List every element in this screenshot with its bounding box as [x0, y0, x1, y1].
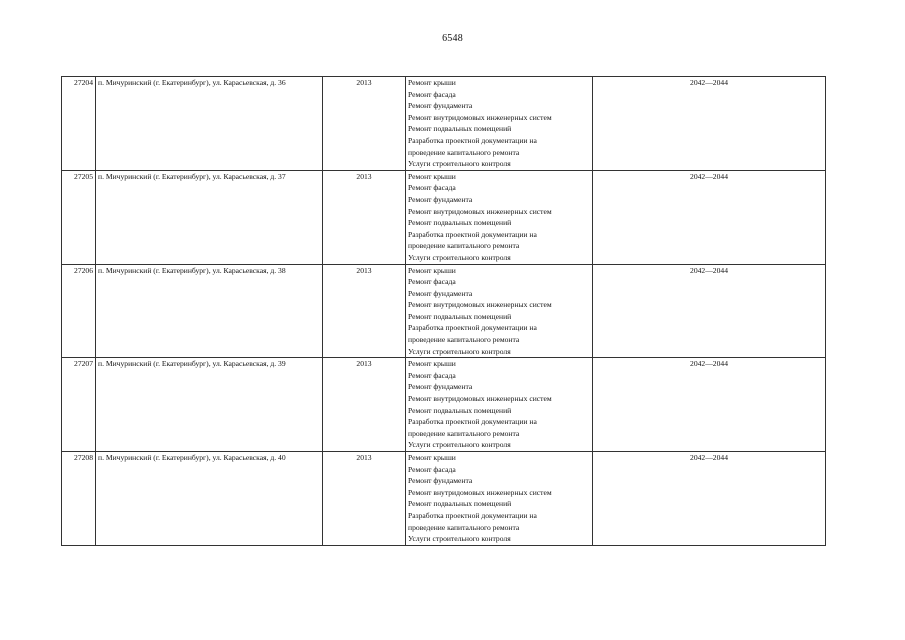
work-item: Ремонт подвальных помещений — [408, 124, 512, 134]
work-item: Ремонт фундамента — [408, 288, 473, 298]
work-item: Ремонт крыши — [408, 359, 456, 369]
work-item: Ремонт крыши — [408, 453, 456, 462]
works-list-cell — [406, 264, 593, 358]
work-item: Ремонт фасада — [408, 277, 456, 287]
work-item: Ремонт фундамента — [408, 476, 473, 486]
work-item: Ремонт подвальных помещений — [408, 499, 512, 509]
capital-repair-table — [61, 76, 826, 546]
repair-period-cell: 2042—2044 — [593, 358, 826, 452]
table-row — [62, 77, 826, 171]
work-item: Ремонт подвальных помещений — [408, 218, 512, 228]
work-item: Ремонт фасада — [408, 183, 456, 193]
table-row — [62, 358, 826, 452]
work-item: Ремонт фундамента — [408, 101, 473, 111]
work-item: Ремонт фасада — [408, 89, 456, 99]
table-row — [62, 452, 826, 546]
work-item: Ремонт крыши — [408, 265, 456, 275]
work-item: Ремонт крыши — [408, 171, 456, 181]
work-item: проведение капитального ремонта — [408, 428, 520, 438]
commissioning-year-cell: 2013 — [323, 452, 406, 546]
work-item: Услуги строительного контроля — [408, 346, 511, 356]
work-item: Ремонт фасада — [408, 370, 456, 380]
work-item: Разработка проектной документации на — [408, 229, 537, 239]
works-list-cell — [406, 358, 593, 452]
work-item: Ремонт внутридомовых инженерных систем — [408, 112, 552, 122]
work-item: проведение капитального ремонта — [408, 335, 520, 345]
address-cell: п. Мичуринский (г. Екатеринбург), ул. Карасьевская, д. 39 — [96, 358, 323, 452]
building-id-cell: 27205 — [62, 170, 96, 264]
work-item: проведение капитального ремонта — [408, 522, 520, 532]
work-item: Ремонт крыши — [408, 78, 456, 87]
commissioning-year-cell: 2013 — [323, 358, 406, 452]
work-item: проведение капитального ремонта — [408, 241, 520, 251]
building-id-cell: 27206 — [62, 264, 96, 358]
work-item: Ремонт внутридомовых инженерных систем — [408, 300, 552, 310]
works-list-cell — [406, 170, 593, 264]
building-id-cell: 27204 — [62, 77, 96, 171]
work-item: Ремонт фундамента — [408, 382, 473, 392]
work-item: Ремонт внутридомовых инженерных систем — [408, 206, 552, 216]
address-cell: п. Мичуринский (г. Екатеринбург), ул. Карасьевская, д. 40 — [96, 452, 323, 546]
commissioning-year-cell: 2013 — [323, 170, 406, 264]
works-list-cell — [406, 77, 593, 171]
work-item: Ремонт внутридомовых инженерных систем — [408, 394, 552, 404]
work-item: Разработка проектной документации на — [408, 135, 537, 145]
building-id-cell: 27207 — [62, 358, 96, 452]
work-item: Ремонт фасада — [408, 464, 456, 474]
work-item: Услуги строительного контроля — [408, 440, 511, 450]
works-list-cell — [406, 452, 593, 546]
repair-period-cell: 2042—2044 — [593, 452, 826, 546]
table-body — [62, 77, 826, 546]
work-item: Разработка проектной документации на — [408, 323, 537, 333]
address-cell: п. Мичуринский (г. Екатеринбург), ул. Карасьевская, д. 38 — [96, 264, 323, 358]
work-item: Ремонт фундамента — [408, 194, 473, 204]
work-item: Разработка проектной документации на — [408, 510, 537, 520]
work-item: проведение капитального ремонта — [408, 147, 520, 157]
work-item: Услуги строительного контроля — [408, 159, 511, 169]
address-cell: п. Мичуринский (г. Екатеринбург), ул. Карасьевская, д. 36 — [96, 77, 323, 171]
work-item: Ремонт внутридомовых инженерных систем — [408, 487, 552, 497]
repair-period-cell: 2042—2044 — [593, 77, 826, 171]
work-item: Ремонт подвальных помещений — [408, 405, 512, 415]
commissioning-year-cell: 2013 — [323, 264, 406, 358]
work-item: Услуги строительного контроля — [408, 252, 511, 262]
table-row — [62, 264, 826, 358]
work-item: Ремонт подвальных помещений — [408, 311, 512, 321]
repair-period-cell: 2042—2044 — [593, 264, 826, 358]
page-number: 6548 — [442, 33, 463, 44]
address-cell: п. Мичуринский (г. Екатеринбург), ул. Карасьевская, д. 37 — [96, 170, 323, 264]
building-id-cell: 27208 — [62, 452, 96, 546]
repair-period-cell: 2042—2044 — [593, 170, 826, 264]
work-item: Разработка проектной документации на — [408, 417, 537, 427]
commissioning-year-cell: 2013 — [323, 77, 406, 171]
work-item: Услуги строительного контроля — [408, 534, 511, 544]
table-row — [62, 170, 826, 264]
